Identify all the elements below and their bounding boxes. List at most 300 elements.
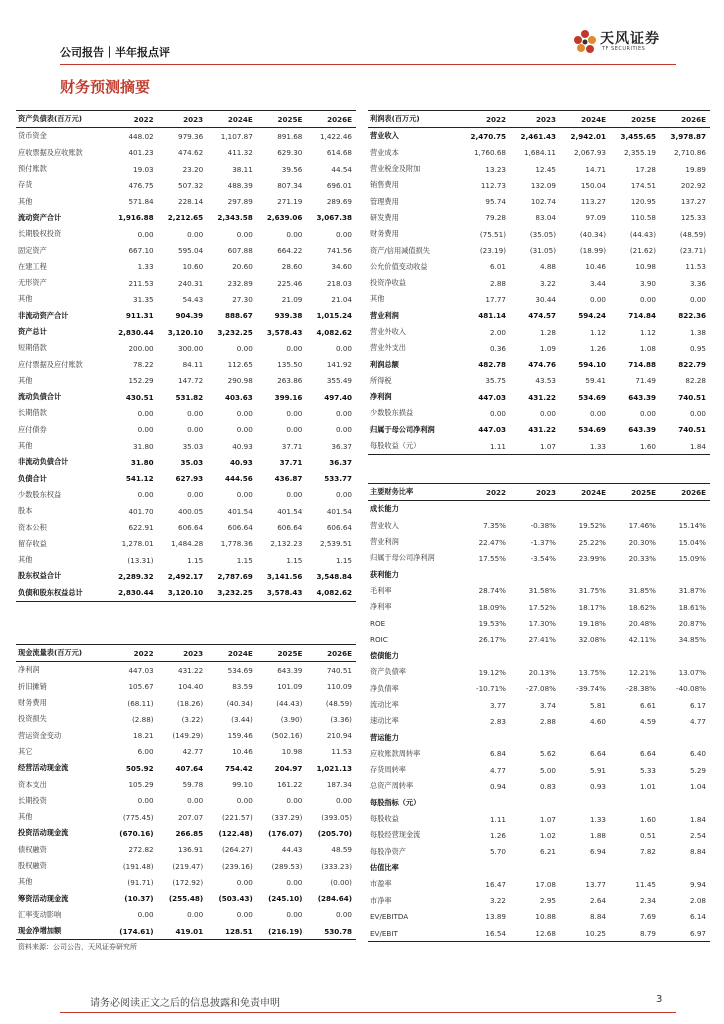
table-row xyxy=(368,599,710,615)
table-cell: (284.64) xyxy=(317,894,352,904)
table-cell: 643.39 xyxy=(628,392,656,402)
table-cell: 40.93 xyxy=(230,457,253,467)
table-cell: 266.85 xyxy=(175,828,204,838)
table-cell: 1.33 xyxy=(589,814,606,824)
table-cell: 474.62 xyxy=(178,148,204,158)
table-cell xyxy=(510,795,560,811)
table-cell: (122.48) xyxy=(218,828,253,838)
table-cell: 159.46 xyxy=(227,731,253,741)
row-label: 每股收益（元） xyxy=(370,441,421,451)
table-cell: 607.88 xyxy=(227,246,253,256)
row-label: 归属于母公司净利润 xyxy=(370,553,435,563)
column-header: 2022 xyxy=(485,487,506,497)
table-cell: (264.27) xyxy=(222,845,253,855)
cash-flow-table xyxy=(16,644,356,940)
table-cell: 7.69 xyxy=(639,912,656,922)
table-cell: 622.91 xyxy=(128,523,154,533)
column-header: 2026E xyxy=(681,114,706,124)
table-cell: 10.46 xyxy=(232,747,253,757)
table-cell: (219.47) xyxy=(172,861,204,871)
table-cell: 1.15 xyxy=(335,555,352,565)
table-cell: 0.00 xyxy=(236,229,253,239)
table-cell: 17.30% xyxy=(528,619,556,629)
table-cell: 1.08 xyxy=(639,343,656,353)
table-cell: 740.51 xyxy=(678,392,706,402)
table-cell: 594.24 xyxy=(578,311,606,321)
table-cell: (670.16) xyxy=(119,828,154,838)
table-row xyxy=(368,422,710,438)
column-header: 2023 xyxy=(535,114,556,124)
table-cell: 113.27 xyxy=(580,197,606,207)
table-cell: 0.00 xyxy=(335,425,352,435)
table-title: 利润表(百万元) xyxy=(370,114,420,124)
table-cell: -28.38% xyxy=(626,684,656,694)
table-cell: 904.39 xyxy=(175,311,204,321)
table-cell: 37.71 xyxy=(281,441,303,451)
table-cell: (18.26) xyxy=(177,698,204,708)
table-cell: (35.05) xyxy=(529,229,556,239)
table-cell: 1,684.11 xyxy=(523,148,556,158)
source-note: 资料来源：公司公告，天风证券研究所 xyxy=(18,943,137,951)
row-label: 短期借款 xyxy=(18,343,47,353)
row-label: 预付账款 xyxy=(18,164,47,174)
table-cell: 5.91 xyxy=(589,765,606,775)
row-label: 应收账款周转率 xyxy=(370,748,421,758)
row-label: 现金净增加额 xyxy=(18,926,62,936)
table-cell: 534.69 xyxy=(227,665,253,675)
column-header: 2026E xyxy=(327,114,352,124)
row-label: 每股收益 xyxy=(370,814,399,824)
table-cell: (48.59) xyxy=(325,698,352,708)
table-cell: -40.08% xyxy=(676,684,706,694)
table-cell: 740.51 xyxy=(678,425,706,435)
table-cell: 6.40 xyxy=(689,749,706,759)
row-label: 长期股权投资 xyxy=(18,229,62,239)
table-cell: -10.71% xyxy=(476,684,506,694)
column-header: 2025E xyxy=(277,648,303,658)
table-cell: 541.12 xyxy=(125,474,154,484)
table-cell xyxy=(660,860,710,876)
table-cell: 0.00 xyxy=(286,408,303,418)
table-cell: 0.83 xyxy=(539,781,556,791)
table-cell: 1.11 xyxy=(489,814,506,824)
table-cell: 187.34 xyxy=(326,780,352,790)
table-cell: 2,787.69 xyxy=(217,571,253,581)
table-cell: 19.52% xyxy=(578,521,606,531)
table-cell: 2,470.75 xyxy=(470,131,506,141)
table-cell: 31.75% xyxy=(578,586,606,596)
footer-rule xyxy=(60,1012,676,1013)
table-cell: 0.00 xyxy=(137,408,154,418)
table-cell: 888.67 xyxy=(225,311,253,321)
table-cell: 21.04 xyxy=(331,294,352,304)
table-row xyxy=(368,746,710,762)
table-cell: (172.92) xyxy=(172,877,204,887)
table-cell: 2,539.51 xyxy=(319,539,352,549)
table-cell: 754.42 xyxy=(225,763,253,773)
row-label: 负债合计 xyxy=(18,473,47,483)
table-cell: 979.36 xyxy=(178,131,204,141)
table-cell: (21.62) xyxy=(629,246,656,256)
table-cell: 15.09% xyxy=(678,553,706,563)
table-cell: (23.19) xyxy=(479,246,506,256)
row-label: 留存收益 xyxy=(18,538,47,548)
table-row xyxy=(368,729,710,745)
table-cell: 102.74 xyxy=(530,197,556,207)
table-row xyxy=(368,161,710,177)
table-cell: 112.65 xyxy=(227,360,253,370)
table-cell: 20.13% xyxy=(528,667,556,677)
table-row xyxy=(368,664,710,680)
row-label: 其他 xyxy=(370,294,385,304)
table-cell xyxy=(460,648,510,664)
table-cell: 12.21% xyxy=(628,667,656,677)
row-label: 流动资产合计 xyxy=(18,212,62,222)
row-label: 债权融资 xyxy=(18,844,47,854)
table-cell: 132.09 xyxy=(530,180,556,190)
table-cell: 48.59 xyxy=(331,845,352,855)
table-row xyxy=(16,662,356,679)
table-cell: 0.94 xyxy=(489,781,506,791)
table-cell: 0.00 xyxy=(236,877,253,887)
row-label: 存货 xyxy=(18,180,33,190)
table-cell: 105.67 xyxy=(128,682,154,692)
table-cell: 0.00 xyxy=(286,910,303,920)
table-cell: 2,492.17 xyxy=(167,571,204,581)
table-cell: 6.61 xyxy=(639,700,656,710)
table-cell: 152.29 xyxy=(128,376,154,386)
table-cell: (0.00) xyxy=(330,877,352,887)
table-cell: 474.57 xyxy=(528,311,556,321)
table-cell: 4,082.62 xyxy=(316,327,352,337)
table-cell: 31.85% xyxy=(628,586,656,596)
table-cell: 6.64 xyxy=(589,749,606,759)
table-cell: 0.93 xyxy=(589,781,606,791)
table-cell: 0.00 xyxy=(689,408,706,418)
table-cell: 939.38 xyxy=(274,311,303,321)
table-row xyxy=(16,405,356,421)
table-cell: 39.56 xyxy=(281,164,303,174)
table-cell: 401.70 xyxy=(128,506,154,516)
table-cell: 13.89 xyxy=(485,912,506,922)
table-cell: (10.37) xyxy=(124,894,154,904)
table-cell: 2.83 xyxy=(489,716,506,726)
table-cell: 2.08 xyxy=(689,896,706,906)
table-cell: 0.00 xyxy=(187,229,204,239)
table-row xyxy=(16,291,356,307)
table-cell: 289.69 xyxy=(326,197,352,207)
table-cell: 1.26 xyxy=(489,830,506,840)
table-cell: 401.54 xyxy=(227,506,253,516)
table-cell: (91.71) xyxy=(127,877,154,887)
table-cell: 22.47% xyxy=(478,537,506,547)
table-cell: -39.74% xyxy=(576,684,606,694)
table-cell: 403.63 xyxy=(225,392,253,402)
row-label: 少数股东损益 xyxy=(370,408,414,418)
table-cell: 31.35 xyxy=(133,294,154,304)
row-label: 其他 xyxy=(18,812,33,822)
table-cell: 2,132.23 xyxy=(270,539,303,549)
header-rule xyxy=(60,64,676,65)
table-cell: 2.88 xyxy=(539,716,556,726)
table-cell xyxy=(660,501,710,518)
table-cell: 436.87 xyxy=(274,474,303,484)
table-cell: 1.84 xyxy=(689,814,706,824)
table-cell: 297.89 xyxy=(227,197,253,207)
table-cell: 17.28 xyxy=(635,164,656,174)
table-cell: 891.68 xyxy=(277,131,303,141)
table-cell: 272.82 xyxy=(128,845,154,855)
table-cell: 1.33 xyxy=(137,262,154,272)
table-cell: 19.12% xyxy=(478,667,506,677)
table-row xyxy=(16,422,356,438)
table-cell: (216.19) xyxy=(268,926,303,936)
table-cell: -0.38% xyxy=(530,521,556,531)
table-cell: 43.53 xyxy=(535,376,556,386)
table-cell: 595.04 xyxy=(178,246,204,256)
column-header: 2024E xyxy=(227,114,253,124)
table-cell: 0.00 xyxy=(335,796,352,806)
table-cell: 120.95 xyxy=(630,197,656,207)
row-label: 其他 xyxy=(18,877,33,887)
row-label: 股本 xyxy=(18,506,33,516)
table-row xyxy=(368,291,710,307)
table-cell: 16.54 xyxy=(485,928,506,938)
row-label: 应付票据及应付账款 xyxy=(18,359,83,369)
row-label: 汇率变动影响 xyxy=(18,909,62,919)
table-row xyxy=(368,275,710,291)
table-cell: 0.00 xyxy=(236,408,253,418)
row-label: 净负债率 xyxy=(370,683,399,693)
table-cell: 42.11% xyxy=(628,635,656,645)
table-cell: 20.87% xyxy=(678,619,706,629)
column-header: 2022 xyxy=(485,114,506,124)
row-label: 公允价值变动收益 xyxy=(370,261,428,271)
table-cell: 0.00 xyxy=(187,796,204,806)
table-cell: 31.80 xyxy=(133,441,154,451)
row-label: 经营活动现金流 xyxy=(18,763,69,773)
row-label: 研发费用 xyxy=(370,212,399,222)
table-cell: 141.92 xyxy=(326,360,352,370)
table-row xyxy=(368,324,710,340)
table-cell: 0.00 xyxy=(236,796,253,806)
table-cell: 2,830.44 xyxy=(118,327,154,337)
table-cell: 263.86 xyxy=(277,376,303,386)
table-row xyxy=(16,890,356,906)
table-cell: 11.53 xyxy=(685,262,706,272)
table-cell: 505.92 xyxy=(125,763,154,773)
table-cell: 147.72 xyxy=(178,376,204,386)
table-cell: 0.36 xyxy=(489,343,506,353)
row-label: 资产/信用减值损失 xyxy=(370,245,430,255)
row-label: 利润总额 xyxy=(370,359,399,369)
table-cell: 5.33 xyxy=(639,765,656,775)
table-cell: 0.00 xyxy=(286,877,303,887)
table-cell: 27.41% xyxy=(528,635,556,645)
table-cell: 105.29 xyxy=(128,780,154,790)
table-cell: 1.07 xyxy=(539,814,556,824)
table-cell: 20.60 xyxy=(232,262,253,272)
table-cell xyxy=(460,729,510,745)
table-cell: 207.07 xyxy=(178,812,204,822)
table-cell: 97.09 xyxy=(585,213,606,223)
table-cell: 36.37 xyxy=(329,457,352,467)
table-cell: 1.04 xyxy=(689,781,706,791)
table-row xyxy=(16,128,356,145)
table-row xyxy=(368,844,710,860)
table-cell: 31.80 xyxy=(130,457,154,467)
table-cell: 5.29 xyxy=(689,765,706,775)
table-cell: 0.00 xyxy=(286,343,303,353)
table-cell: 27.30 xyxy=(232,294,253,304)
logo-name: 天风证券 xyxy=(600,31,660,47)
table-cell: (13.31) xyxy=(127,555,154,565)
table-cell: 0.00 xyxy=(589,294,606,304)
table-cell: 204.97 xyxy=(274,763,303,773)
table-title: 现金流量表(百万元) xyxy=(18,648,83,658)
table-row xyxy=(16,874,356,890)
table-cell: 1,778.36 xyxy=(220,539,253,549)
table-row xyxy=(368,632,710,648)
table-row xyxy=(16,145,356,161)
table-cell: (174.61) xyxy=(119,926,154,936)
table-cell: 2,710.86 xyxy=(673,148,706,158)
table-cell: 530.78 xyxy=(324,926,352,936)
table-cell: 0.00 xyxy=(137,490,154,500)
table-cell: 104.40 xyxy=(178,682,204,692)
row-label: 营运能力 xyxy=(370,732,399,742)
table-row xyxy=(368,210,710,226)
table-cell xyxy=(660,566,710,582)
row-label: 速动比率 xyxy=(370,716,399,726)
table-cell: 23.20 xyxy=(182,164,204,174)
table-cell: 125.33 xyxy=(680,213,706,223)
row-label: ROE xyxy=(370,619,386,629)
table-row xyxy=(16,711,356,727)
table-cell: (3.90) xyxy=(280,714,303,724)
row-label: 营业外收入 xyxy=(370,327,406,336)
table-cell: 84.11 xyxy=(182,360,204,370)
table-cell: 8.79 xyxy=(639,928,656,938)
table-cell xyxy=(610,860,660,876)
table-cell: 411.32 xyxy=(227,148,253,158)
column-header: 2024E xyxy=(227,648,253,658)
row-label: 股权融资 xyxy=(18,861,47,870)
table-cell: 59.78 xyxy=(182,780,204,790)
table-cell: 430.51 xyxy=(125,392,154,402)
table-cell: 19.03 xyxy=(133,164,154,174)
column-header: 2026E xyxy=(327,648,352,658)
table-cell: (775.45) xyxy=(122,812,154,822)
table-cell: 4.77 xyxy=(689,716,706,726)
table-cell: 82.28 xyxy=(685,376,706,386)
table-cell: 3.77 xyxy=(489,700,506,710)
table-row xyxy=(16,259,356,275)
row-label: 资本公积 xyxy=(18,522,47,532)
table-cell: 401.54 xyxy=(277,506,303,516)
table-row xyxy=(16,161,356,177)
table-cell: 3,120.10 xyxy=(167,588,204,598)
table-cell xyxy=(560,501,610,518)
table-row xyxy=(368,860,710,876)
row-label: EV/EBITDA xyxy=(370,912,409,922)
table-cell: 15.14% xyxy=(678,521,706,531)
table-cell: 59.41 xyxy=(585,376,606,386)
table-cell xyxy=(560,648,610,664)
table-cell: 14.71 xyxy=(585,164,606,174)
table-cell: 34.60 xyxy=(331,262,352,272)
row-label: 毛利率 xyxy=(370,585,392,595)
row-label: 长期借款 xyxy=(18,408,47,418)
table-cell: 1.15 xyxy=(187,555,204,565)
table-row xyxy=(16,471,356,487)
table-cell: 18.62% xyxy=(628,602,656,612)
table-cell: 2,461.43 xyxy=(520,131,556,141)
table-cell: 4.60 xyxy=(589,716,606,726)
table-cell: 431.22 xyxy=(178,665,204,675)
table-cell xyxy=(560,729,610,745)
table-cell: 0.00 xyxy=(286,425,303,435)
table-cell: (221.57) xyxy=(222,812,253,822)
table-row xyxy=(368,827,710,843)
table-cell: 534.69 xyxy=(578,392,606,402)
table-cell: 3.44 xyxy=(589,278,606,288)
table-cell xyxy=(510,566,560,582)
table-cell: 19.89 xyxy=(685,164,706,174)
table-cell: 606.64 xyxy=(277,523,303,533)
table-cell: 0.00 xyxy=(689,294,706,304)
table-cell: 17.55% xyxy=(478,553,506,563)
table-cell: 1.60 xyxy=(639,814,656,824)
table-cell: 174.51 xyxy=(630,180,656,190)
table-cell: 78.22 xyxy=(133,360,154,370)
table-cell: 476.75 xyxy=(128,180,154,190)
row-label: 其他 xyxy=(18,196,33,206)
table-cell: 741.56 xyxy=(326,246,352,256)
table-cell: 444.56 xyxy=(225,474,253,484)
table-cell: 3,067.38 xyxy=(316,213,352,223)
row-label: 投资活动现金流 xyxy=(18,828,69,838)
table-cell: 401.23 xyxy=(128,148,154,158)
table-cell: 2.54 xyxy=(689,830,706,840)
table-row xyxy=(368,534,710,550)
table-cell: 0.00 xyxy=(137,910,154,920)
table-cell: 355.49 xyxy=(326,376,352,386)
table-cell: 10.98 xyxy=(281,747,303,757)
table-cell: (393.05) xyxy=(321,812,352,822)
table-row xyxy=(368,193,710,209)
table-cell: 6.00 xyxy=(137,747,154,757)
table-row xyxy=(16,923,356,940)
row-label: 营业利润 xyxy=(370,537,399,547)
table-cell: 629.30 xyxy=(277,148,303,158)
table-row xyxy=(368,697,710,713)
table-cell: 40.93 xyxy=(232,441,253,451)
table-row xyxy=(16,210,356,226)
table-cell: 1.28 xyxy=(539,327,556,337)
table-row xyxy=(368,892,710,908)
table-cell: 218.03 xyxy=(326,278,352,288)
table-cell: 594.10 xyxy=(578,360,606,370)
table-cell: 1.07 xyxy=(539,441,556,451)
table-cell: 36.37 xyxy=(331,441,352,451)
table-cell: (191.48) xyxy=(122,861,154,871)
table-cell: 6.64 xyxy=(639,749,656,759)
table-cell: (40.34) xyxy=(226,698,253,708)
row-label: 财务费用 xyxy=(18,698,47,708)
table-cell: 1.38 xyxy=(689,327,706,337)
table-cell: 399.16 xyxy=(274,392,303,402)
